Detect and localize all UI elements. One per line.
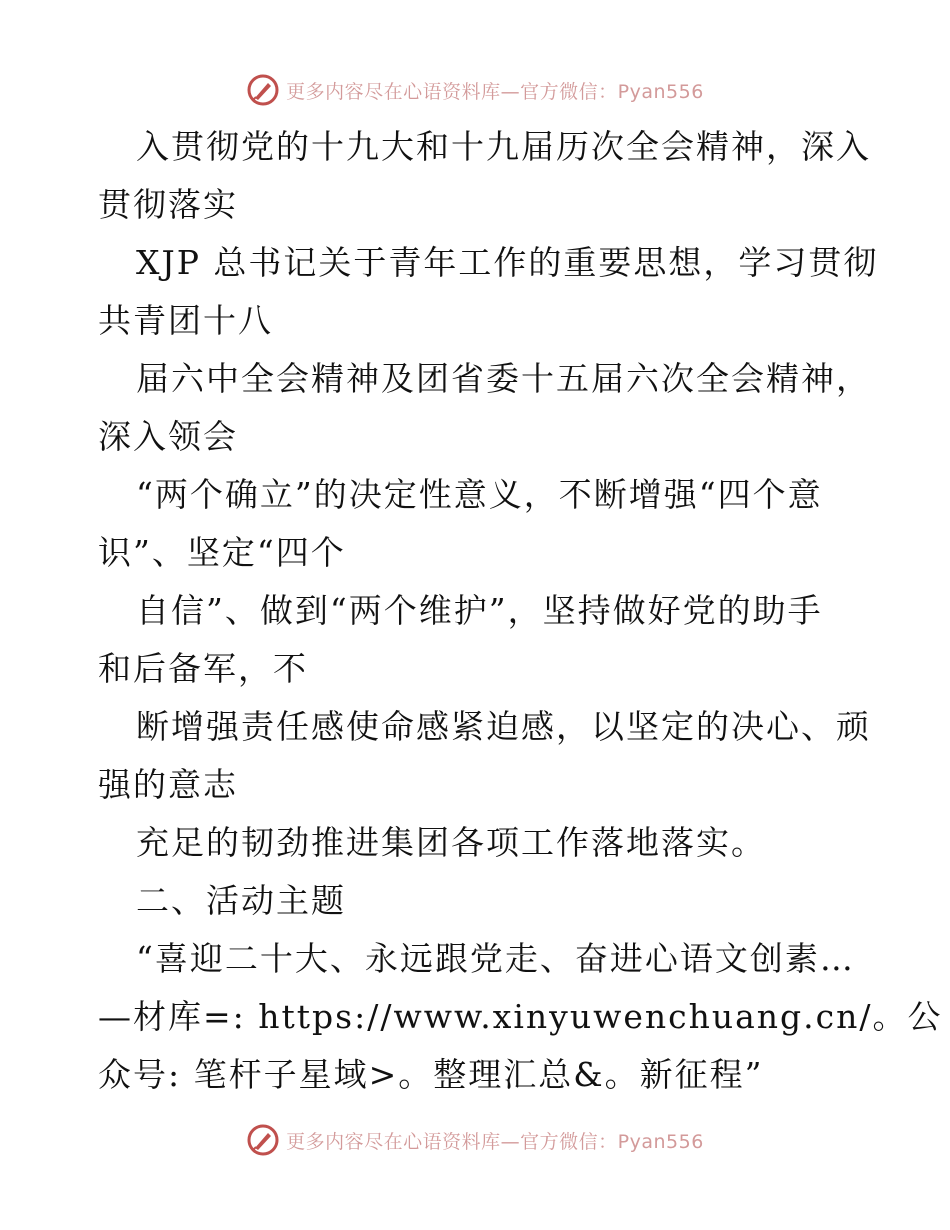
text-line: XJP 总书记关于青年工作的重要思想，学习贯彻 bbox=[136, 243, 879, 282]
text-line: 共青团十八 bbox=[98, 301, 273, 340]
text-line: 贯彻落实 bbox=[98, 185, 238, 224]
text-line: 识”、坚定“四个 bbox=[98, 533, 346, 572]
text-line: 深入领会 bbox=[98, 417, 238, 456]
text-line: 自信”、做到“两个维护”，坚持做好党的助手 bbox=[136, 591, 823, 630]
text-line: 届六中全会精神及团省委十五届六次全会精神， bbox=[136, 359, 871, 398]
quill-logo-icon bbox=[246, 73, 280, 107]
text-line: 充足的韧劲推进集团各项工作落地落实。 bbox=[136, 823, 766, 862]
text-line: 断增强责任感使命感紧迫感，以坚定的决心、顽 bbox=[136, 707, 871, 746]
section-heading: 二、活动主题 bbox=[136, 881, 346, 920]
text-line: 入贯彻党的十九大和十九届历次全会精神，深入 bbox=[136, 127, 871, 166]
footer-watermark bbox=[0, 1120, 950, 1160]
text-line: —材库=: https://www.xinyuwenchuang.cn/。公 bbox=[98, 997, 943, 1036]
watermark-text: 更多内容尽在心语资料库—官方微信：Pyan556 bbox=[286, 80, 704, 103]
watermark-text: 更多内容尽在心语资料库—官方微信：Pyan556 bbox=[286, 1130, 704, 1153]
text-line: 和后备军，不 bbox=[98, 649, 308, 688]
header-watermark bbox=[0, 70, 950, 110]
quill-logo-icon bbox=[246, 1123, 280, 1157]
text-line: “两个确立”的决定性意义，不断增强“四个意 bbox=[136, 475, 823, 514]
document-body bbox=[98, 118, 943, 1104]
text-line: 强的意志 bbox=[98, 765, 238, 804]
text-line: “喜迎二十大、永远跟党走、奋进心语文创素… bbox=[136, 939, 855, 978]
text-line: 众号: 笔杆子星域>。整理汇总&。新征程” bbox=[98, 1055, 764, 1094]
